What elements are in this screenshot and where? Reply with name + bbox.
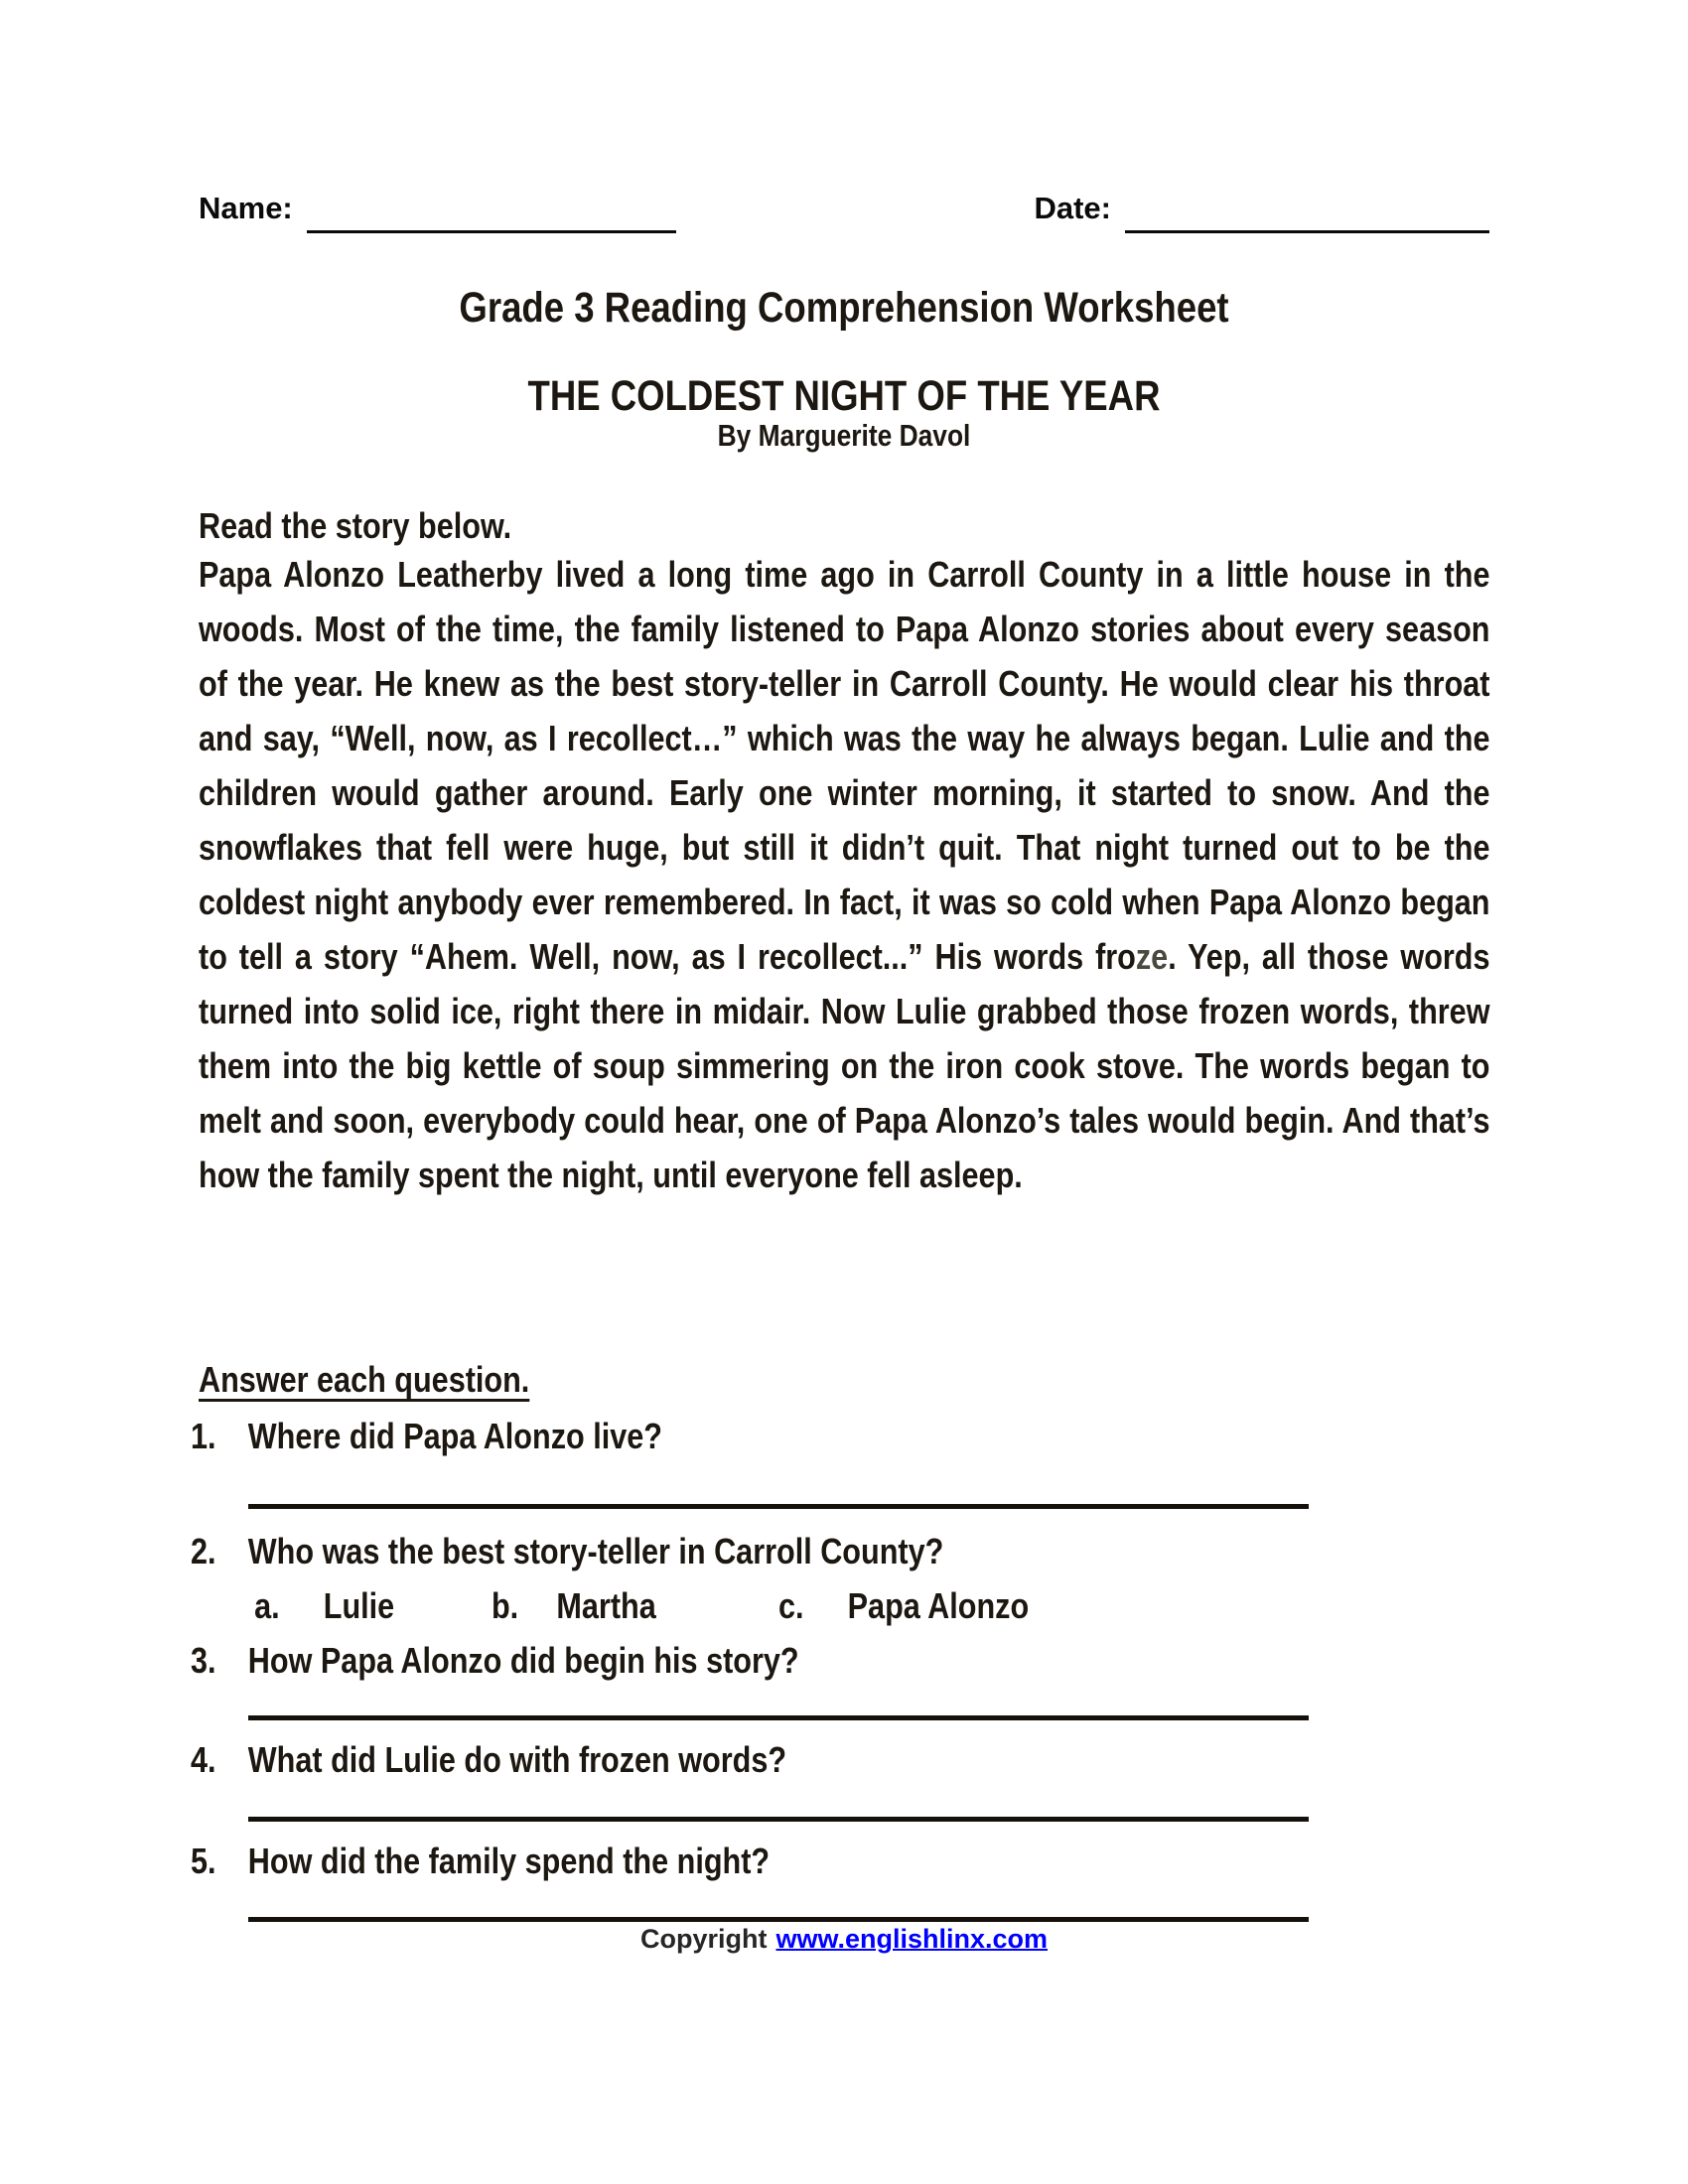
date-field	[1034, 191, 1489, 226]
date-label: Date:	[1034, 191, 1111, 225]
option-c-label: Papa Alonzo	[847, 1585, 1030, 1626]
question-2-number: 2.	[191, 1531, 216, 1571]
option-b-letter: b.	[491, 1585, 519, 1626]
footer	[199, 1924, 1489, 1955]
question-1-number: 1.	[191, 1416, 216, 1456]
question-2	[191, 1531, 1482, 1572]
option-a-letter: a.	[254, 1585, 280, 1626]
copyright-label: Copyright	[639, 1924, 768, 1954]
story-text-part1: Papa Alonzo Leatherby lived a long time ago in Carroll County in a little house in the woods. Most of the time, the family listened to Papa Alonzo stories about every season of the year. He knew as the best story-teller in Carroll County. He would clear his throat and say, “Well, now, as I recollect…” which was the way he always began. Lulie and the children would gather around. Early one winter morning, it started to snow. And the snowflakes that fell were huge, but still it didn’t quit. That night turned out to be the coldest night anybody ever remembered. In fact, it was so cold when Papa Alonzo began to tell a story “Ahem. Well, now, as I recollect...” His words fro	[199, 554, 1490, 977]
question-2-options	[199, 1585, 1490, 1635]
answer-line-4[interactable]	[248, 1917, 1309, 1922]
question-4-text: What did Lulie do with frozen words?	[247, 1739, 787, 1780]
option-b-label: Martha	[556, 1585, 656, 1626]
name-label: Name:	[199, 191, 293, 225]
question-5-text: How did the family spend the night?	[247, 1841, 771, 1881]
story-text-part2: . Yep, all those words turned into solid ice, right there in midair. Now Lulie grabbed those frozen words, threw them into the big kettle of soup simmering on the iron cook stove. The words began to melt and soon, everybody could hear, one of Papa Alonzo’s tales would begin. And that’s how the family spent the night, until everyone fell asleep.	[199, 936, 1490, 1195]
copyright-link[interactable]: www.englishlinx.com	[775, 1924, 1049, 1954]
question-1	[191, 1416, 1482, 1457]
read-instruction: Read the story below.	[199, 505, 512, 546]
answer-line-1[interactable]	[248, 1504, 1309, 1509]
name-blank-line[interactable]	[307, 204, 676, 233]
worksheet-content	[191, 0, 1490, 2184]
answer-line-3[interactable]	[248, 1817, 1309, 1822]
story-paragraph	[199, 547, 1490, 1202]
question-3	[191, 1640, 1482, 1682]
date-blank-line[interactable]	[1125, 204, 1489, 233]
question-5	[191, 1841, 1482, 1882]
question-1-text: Where did Papa Alonzo live?	[247, 1416, 662, 1456]
option-c-letter: c.	[777, 1585, 804, 1626]
question-3-text: How Papa Alonzo did begin his story?	[247, 1640, 799, 1681]
froze-highlight: ze	[1135, 936, 1169, 977]
question-4	[191, 1739, 1482, 1781]
question-3-number: 3.	[191, 1640, 216, 1681]
question-4-number: 4.	[191, 1739, 216, 1780]
name-field	[199, 191, 676, 226]
answer-line-2[interactable]	[248, 1715, 1309, 1720]
story-title: THE COLDEST NIGHT OF THE YEAR	[527, 372, 1161, 420]
question-2-text: Who was the best story-teller in Carroll County?	[247, 1531, 944, 1571]
worksheet-title: Grade 3 Reading Comprehension Worksheet	[459, 284, 1229, 332]
question-5-number: 5.	[191, 1841, 216, 1881]
answer-section-heading: Answer each question.	[199, 1359, 530, 1400]
option-a-label: Lulie	[323, 1585, 395, 1626]
name-date-row	[199, 191, 1489, 226]
story-byline: By Marguerite Davol	[717, 418, 971, 453]
